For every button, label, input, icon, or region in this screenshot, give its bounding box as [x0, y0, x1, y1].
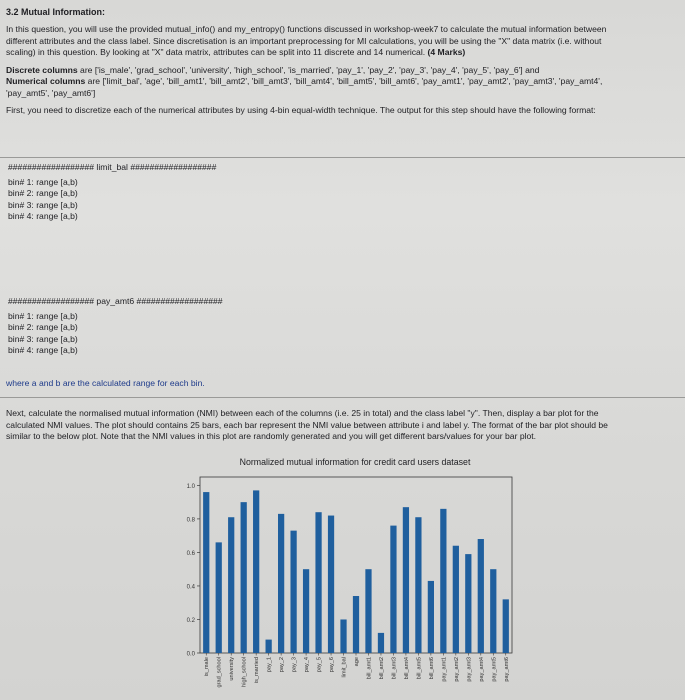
x-tick-label: pay_2: [279, 657, 286, 673]
bar-bill-amt6: [428, 581, 434, 653]
x-tick-label: age: [354, 657, 360, 667]
x-tick-label: pay_amt1: [441, 657, 448, 682]
x-tick-label: pay_amt4: [478, 657, 485, 682]
x-tick-label: bill_amt4: [403, 657, 410, 680]
bar-bill-amt4: [403, 507, 409, 653]
format-example-limit-bal: [8, 162, 684, 223]
section-title: 3.2 Mutual Information:: [6, 7, 105, 17]
x-tick-label: high_school: [241, 657, 248, 687]
bar-grad-school: [216, 542, 222, 653]
discrete-text: are ['is_male', 'grad_school', 'university', 'high_school', 'is_married', 'pay_1', 'pay_2', 'pay_3', 'pay_4', 'pay_5', 'pay_6'] and: [77, 64, 540, 75]
nmi-bar-chart: [0, 455, 685, 700]
example-2-header: ################## pay_amt6 ##################: [8, 296, 223, 306]
y-tick-label: 0.4: [186, 584, 195, 591]
bar-pay-4: [303, 569, 309, 653]
divider-1: [0, 157, 685, 158]
bar-age: [353, 596, 359, 653]
discrete-label: Discrete columns: [6, 64, 78, 75]
bar-pay-5: [315, 512, 321, 653]
next-step-paragraph: [6, 408, 682, 443]
next-step-line-3: similar to the below plot. Note that the NMI values in this plot are randomly generated and you will get different bars/values for your bar plot.: [6, 431, 537, 442]
intro-line-3: [6, 47, 682, 59]
example-2-bin-2: bin# 2: range [a,b): [8, 322, 78, 333]
x-tick-label: bill_amt6: [428, 657, 435, 680]
x-tick-label: bill_amt1: [366, 657, 373, 680]
example-1-bin-1: bin# 1: range [a,b): [8, 176, 78, 187]
bar-pay-3: [290, 531, 296, 653]
next-step-line-2: calculated NMI values. The plot should contains 25 bars, each bar represent the NMI value between attribute i and label y. The format of the bar plot should be: [6, 419, 608, 430]
bar-pay-amt1: [440, 509, 446, 653]
format-example-pay-amt6: [8, 296, 684, 357]
example-2-bin-1: bin# 1: range [a,b): [8, 310, 78, 321]
intro-paragraph: [6, 24, 682, 59]
x-tick-label: university: [229, 657, 236, 681]
x-tick-label: pay_1: [266, 657, 273, 673]
divider-2: [0, 397, 685, 398]
example-1-bin-2: bin# 2: range [a,b): [8, 188, 78, 199]
bar-pay-1: [266, 640, 272, 653]
marks-label: (4 Marks): [427, 47, 466, 58]
x-tick-label: is_married: [254, 657, 261, 684]
x-tick-label: pay_3: [291, 657, 298, 673]
bar-pay-2: [278, 514, 284, 653]
x-tick-label: pay_amt6: [503, 657, 510, 682]
section-intro: [6, 6, 682, 117]
example-1-bin-3: bin# 3: range [a,b): [8, 199, 78, 210]
note-ab: where a and b are the calculated range for each bin.: [6, 378, 205, 388]
bar-bill-amt2: [378, 633, 384, 653]
bars: [203, 490, 509, 653]
bar-pay-amt6: [503, 599, 509, 653]
example-2-bin-4: bin# 4: range [a,b): [8, 345, 78, 356]
intro-line-2: different attributes and the class label. Since discretisation is an important preprocessing for MI calculations, you will be using the "X" data matrix (i.e. without: [6, 35, 602, 46]
x-tick-label: limit_bal: [341, 657, 348, 678]
x-tick-label: grad_school: [216, 657, 223, 688]
bar-is-married: [253, 490, 259, 653]
x-tick-label: pay_5: [316, 657, 323, 673]
y-tick-label: 0.0: [186, 651, 195, 658]
first-step-text: First, you need to discretize each of the numerical attributes by using 4-bin equal-width technique. The output for this step should have the following format:: [6, 105, 596, 116]
bar-pay-amt2: [453, 546, 459, 653]
x-tick-label: pay_amt5: [491, 657, 498, 682]
y-axis: [187, 484, 200, 658]
x-tick-label: pay_amt3: [466, 657, 473, 682]
example-1-header: ################## limit_bal ##################: [8, 162, 217, 172]
bar-is-male: [203, 492, 209, 653]
x-tick-label: bill_amt3: [391, 657, 398, 680]
next-step-line-1: Next, calculate the normalised mutual information (NMI) between each of the columns (i.e. 25 in total) and the class label "y". Then, display a bar plot for the: [6, 408, 599, 418]
x-tick-label: is_male: [204, 657, 211, 677]
numerical-line: [6, 76, 682, 88]
bar-pay-amt3: [465, 554, 471, 653]
chart-title: Normalized mutual information for credit card users dataset: [239, 457, 471, 467]
bar-pay-amt4: [478, 539, 484, 653]
example-2-bin-3: bin# 3: range [a,b): [8, 333, 78, 344]
numerical-text: are ['limit_bal', 'age', 'bill_amt1', 'bill_amt2', 'bill_amt3', 'bill_amt4', 'bill_amt5', 'bill_amt6', 'pay_amt1', 'pay_amt2', 'pay_amt3', 'pay_amt4',: [85, 76, 603, 87]
y-tick-label: 0.2: [186, 617, 195, 624]
discrete-line: [6, 65, 682, 77]
intro-line-3-text: scaling) in this question. By looking at "X" data matrix, attributes can be split into 11 discrete and 14 numerical.: [6, 47, 426, 58]
x-tick-label: pay_4: [304, 657, 311, 673]
bar-high-school: [241, 502, 247, 653]
bar-limit-bal: [340, 619, 346, 653]
x-tick-label: pay_amt2: [453, 657, 460, 682]
intro-line-1: In this question, you will use the provided mutual_info() and my_entropy() functions discussed in workshop-week7 to calculate the mutual information between: [6, 24, 607, 35]
bar-bill-amt1: [365, 569, 371, 653]
y-tick-label: 0.8: [186, 517, 195, 524]
columns-paragraph: [6, 65, 682, 100]
bar-bill-amt5: [415, 517, 421, 653]
x-tick-label: pay_6: [329, 657, 336, 673]
numerical-label: Numerical columns: [6, 76, 86, 87]
x-axis-labels: [204, 653, 510, 687]
bar-pay-amt5: [490, 569, 496, 653]
bar-bill-amt3: [390, 526, 396, 653]
bar-university: [228, 517, 234, 653]
bar-pay-6: [328, 516, 334, 653]
x-tick-label: bill_amt2: [378, 657, 385, 680]
y-tick-label: 0.6: [186, 550, 195, 557]
y-tick-label: 1.0: [186, 483, 195, 490]
numerical-line-2: 'pay_amt5', 'pay_amt6']: [6, 87, 96, 98]
example-1-bin-4: bin# 4: range [a,b): [8, 211, 78, 222]
x-tick-label: bill_amt5: [416, 657, 423, 680]
